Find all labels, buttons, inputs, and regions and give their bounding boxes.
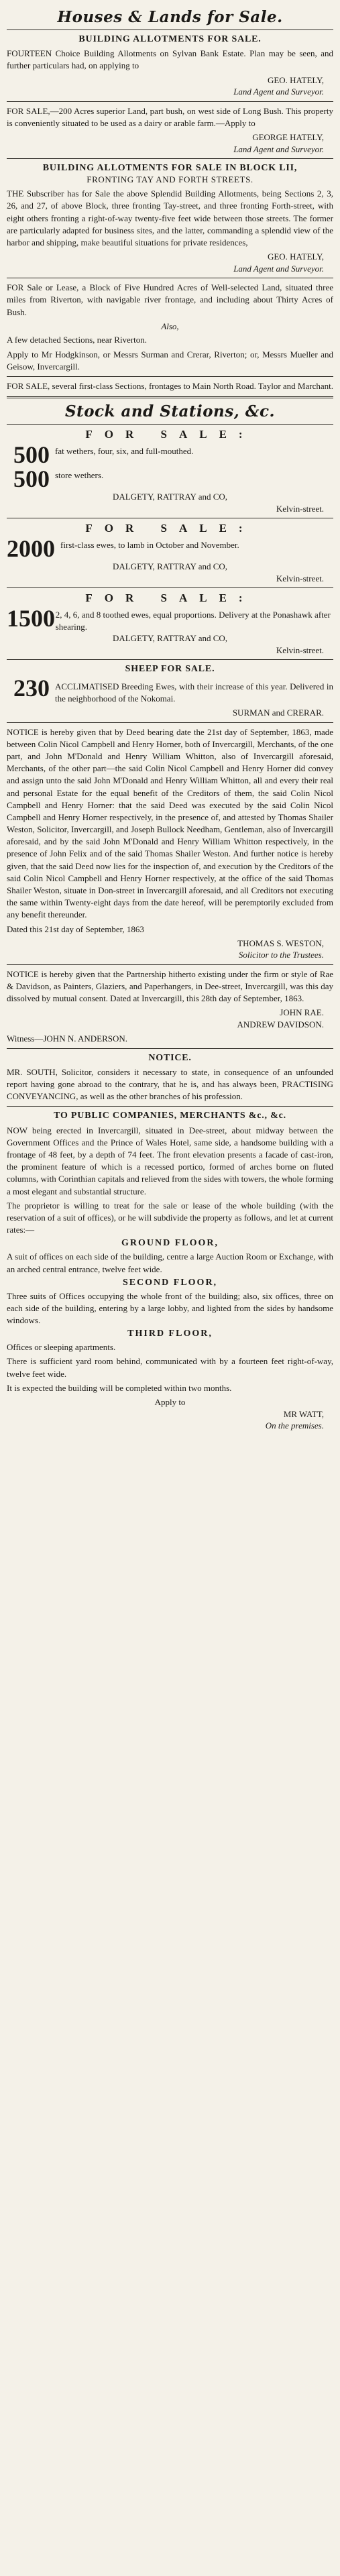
stock-quantity: 500 [13, 465, 50, 493]
ad-title: BUILDING ALLOTMENTS FOR SALE. [78, 34, 262, 44]
notice-witness: Witness—JOHN N. ANDERSON. [7, 1033, 128, 1044]
ad-200-acres [7, 105, 333, 155]
notice-signature-1: JOHN RAE. [280, 1007, 324, 1018]
stock-line [7, 537, 333, 561]
ad-title: BUILDING ALLOTMENTS FOR SALE IN BLOCK LII, [42, 163, 298, 174]
divider [7, 964, 333, 965]
stock-quantity: 230 [13, 674, 50, 702]
newspaper-column [7, 0, 333, 1432]
stock-description: fat wethers, four, six, and full-mouthed. [55, 446, 194, 457]
ad-signature-role: Land Agent and Surveyor. [233, 87, 324, 97]
ad-signature-name: DALGETY, RATTRAY and CO, [112, 633, 228, 644]
ad-signature-place: Kelvin-street. [276, 573, 324, 583]
ad-body: FOR SALE,—200 Acres superior Land, part bush, on west side of Long Bush. This property is conveniently situated to be used as a dairy or arable farm.—Apply to [7, 105, 333, 128]
stock-quantity: 1500 [7, 605, 55, 632]
ad-body: THE Subscriber has for Sale the above Splendid Building Allotments, being Sections 2, 3, 26, and 27, of above Block, three fronting Tay-street, and three fronting Forth-street, with eight others fronting a right-of-way twenty-five feet wide between those streets. The former are particularly adapted for business sites, and the latter, commanding a splendid view of the harbor and shipping, make beautiful situations for private residences, [7, 188, 333, 247]
stock-description: 2, 4, 6, and 8 toothed ewes, equal proportions. Delivery at the Ponashawk after shearing. [55, 610, 331, 632]
ad-public-companies [7, 1110, 333, 1431]
stock-line [7, 606, 333, 632]
stock-description: store wethers. [55, 470, 104, 481]
for-sale-heading: FOR SALE: [85, 592, 255, 605]
notice-body: NOTICE is hereby given that the Partnership hitherto existing under the firm or style of Rae & Davidson, as Painters, Glaziers, and Paperhangers, in Dee-street, Invercargill, was this day dissolved by mutual consent. Dated at Invercargill, this 28th day of September, 1863. [7, 968, 333, 1004]
ad-body: FOR SALE, several first-class Sections, frontages to Main North Road. Taylor and Marchant. [7, 380, 333, 391]
for-sale-heading: FOR SALE: [85, 428, 255, 441]
ad-block-lii [7, 162, 333, 274]
section-heading-houses: Houses & Lands for Sale. [57, 8, 283, 26]
divider [7, 587, 333, 588]
ad-signature-name: GEO. HATELY, [267, 251, 324, 262]
notice-title: NOTICE. [148, 1052, 192, 1063]
stock-description: first-class ewes, to lamb in October and November. [60, 540, 239, 551]
ad-body: NOW being erected in Invercargill, situated in Dee-street, about midway between the Government Offices and the Prince of Wales Hotel, same side, a handsome building with a frontage of 48 feet, by a depth of 74 feet. The front elevation presents a facade of cast-iron, the prominent feature of which is a recessed portico, formed of arches borne on fluted columns, with Corinthian capitals and relieved from the sides with towers, the whole forming a most elegant and substantial structure. [7, 1125, 333, 1196]
divider [7, 722, 333, 723]
ad-subtitle: FRONTING TAY AND FORTH STREETS. [87, 174, 253, 185]
floor-description: Offices or sleeping apartments. [7, 1342, 116, 1353]
floor-description: A suit of offices on each side of the building, centre a large Auction Room or Exchange, with an arched central entrance, twelve feet wide. [7, 1251, 333, 1274]
ad-body: There is sufficient yard room behind, communicated with by a fourteen feet right-of-way, twelve feet wide. [7, 1356, 333, 1379]
ad-signature-name: DALGETY, RATTRAY and CO, [112, 492, 228, 502]
ad-signature-role: Land Agent and Surveyor. [233, 263, 324, 274]
notice-partnership [7, 968, 333, 1045]
divider [7, 158, 333, 159]
ad-building-allotments [7, 34, 333, 98]
ad-apply: Apply to Mr Hodgkinson, or Messrs Surman and Crerar, Riverton; or, Messrs Mueller and Geisow, Invercargill. [7, 349, 333, 372]
divider [7, 659, 333, 660]
stock-description: ACCLIMATISED Breeding Ewes, with their increase of this year. Delivered in the neighborhood of the Nokomai. [55, 681, 333, 704]
ad-also: Also, [161, 321, 179, 331]
ad-also-body: A few detached Sections, near Riverton. [7, 335, 148, 345]
divider [7, 101, 333, 102]
ad-signature-place: Kelvin-street. [276, 503, 324, 514]
ad-stock-ewes [7, 522, 333, 584]
ad-signature-name: GEORGE HATELY, [252, 132, 324, 143]
ad-five-hundred-acres [7, 282, 333, 373]
divider [7, 424, 333, 425]
stock-line [7, 443, 333, 467]
ad-signature-name: MR WATT, [283, 1408, 324, 1419]
for-sale-heading: FOR SALE: [85, 522, 255, 535]
ad-signature-role: On the premises. [265, 1420, 324, 1431]
ad-signature-name: SURMAN and CRERAR. [232, 708, 324, 718]
ad-signature-name: DALGETY, RATTRAY and CO, [112, 561, 228, 572]
stock-line [7, 467, 333, 491]
notice-dated: Dated this 21st day of September, 1863 [7, 923, 144, 934]
divider [7, 1106, 333, 1107]
floor-description: Three suits of Offices occupying the whole front of the building; also, six offices, three on each side of the building, entering by a large lobby, and lighted from the sides by handsome windows. [7, 1290, 333, 1326]
notice-signature-2: ANDREW DAVIDSON. [237, 1019, 324, 1029]
ad-title: TO PUBLIC COMPANIES, MERCHANTS &c., &c. [54, 1111, 286, 1121]
ad-body: FOR Sale or Lease, a Block of Five Hundred Acres of Well-selected Land, situated three miles from Riverton, with navigable river frontage, and including about Thirty Acres of Bush. [7, 282, 333, 317]
ad-signature-role: Land Agent and Surveyor. [233, 144, 324, 154]
ad-title: SHEEP FOR SALE. [125, 664, 215, 675]
ad-stock-toothed-ewes [7, 592, 333, 656]
notice-body: MR. SOUTH, Solicitor, considers it necessary to state, in consequence of an unfounded report having gone abroad to the contrary, that he is, and has always been, PRACTISING CONVEYANCING, as well as the other branches of his profession. [7, 1066, 333, 1102]
ad-signature-name: GEO. HATELY, [267, 74, 324, 85]
divider [7, 396, 333, 398]
stock-quantity: 2000 [7, 535, 55, 563]
divider [7, 376, 333, 377]
stock-line [7, 676, 333, 707]
floor-heading: THIRD FLOOR, [127, 1329, 213, 1339]
notice-deed [7, 726, 333, 961]
ad-body: FOURTEEN Choice Building Allotments on Sylvan Bank Estate. Plan may be seen, and further particulars had, on applying to [7, 48, 333, 71]
ad-sheep-for-sale [7, 663, 333, 718]
notice-mr-south [7, 1052, 333, 1103]
section-heading-stock: Stock and Stations, &c. [64, 402, 276, 421]
ad-body: It is expected the building will be completed within two months. [7, 1382, 232, 1393]
ad-body: The proprietor is willing to treat for the sale or lease of the whole building (with the reservation of a suit of offices), or he will subdivide the property as follows, and let at current rates:— [7, 1200, 333, 1235]
floor-heading: GROUND FLOOR, [121, 1238, 219, 1249]
ad-stock-wethers [7, 428, 333, 514]
notice-signature-name: THOMAS S. WESTON, [237, 938, 324, 948]
ad-apply: Apply to [154, 1397, 186, 1408]
notice-body: NOTICE is hereby given that by Deed bearing date the 21st day of September, 1863, made between Colin Nicol Campbell and Henry Horner, both of Invercargill, Merchants, of the one part, and John M'Donald and Henry William Whitton, also of Invercargill aforesaid, Merchants, of the other part—the said Colin Nicol Campbell and Henry Horner did convey and assign unto the said John M'Donald and Henry William Whitton, all and every their real and personal Estate for the equal benefit of the Creditors of them, the said Colin Nicol Campbell and Henry Horner: that the said Deed was executed by the said Colin Nicol Campbell and Henry Horner respectively, in the presence of, and attested by Thomas Shailer Weston, Solicitor, Invercargill, and Joseph Bullock Needham, Gentleman, also of Invercargill aforesaid, and by the said John M'Donald and Henry William Whitton respectively, in the presence of John Felix and of the said Thomas Shailer Weston. And further notice is hereby given, that the said Deed now lies for the inspection of, and execution by the Creditors of the said Colin Nicol Campbell and Henry Horner respectively, at the office of the said Thomas Shailer Weston, situate in Don-street in Invercargill aforesaid, and all Creditors not executing the same within Twenty-eight days from the date hereof, will be peremptorily excluded from any benefit thereunder. [7, 726, 333, 920]
ad-main-north-road [7, 380, 333, 392]
floor-heading: SECOND FLOOR, [122, 1277, 218, 1288]
divider [7, 1048, 333, 1049]
ad-signature-place: Kelvin-street. [276, 645, 324, 655]
notice-signature-role: Solicitor to the Trustees. [238, 950, 324, 960]
stock-quantity: 500 [13, 441, 50, 469]
